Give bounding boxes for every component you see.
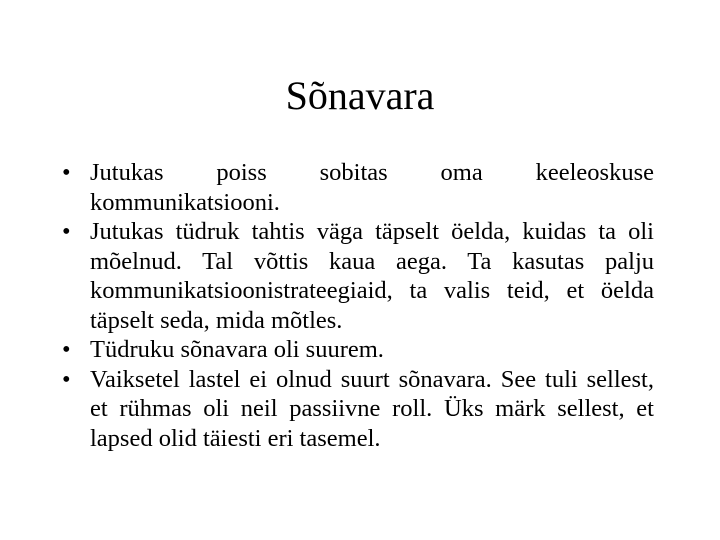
slide-title: Sõnavara bbox=[285, 73, 435, 118]
bullet-item: • Tüdruku sõnavara oli suurem. bbox=[62, 335, 654, 365]
bullet-item: • Jutukas tüdruk tahtis väga täpselt öelda, kuidas ta oli mõelnud. Tal võttis kaua aega. Ta kasutas palju kommunikatsioonistrateegiaid, ta valis teid, et öelda täpselt seda, mida mõtles. bbox=[62, 217, 654, 335]
bullet-item: • Jutukas poiss sobitas oma keeleoskuse kommunikatsiooni. bbox=[62, 158, 654, 217]
bullet-list bbox=[62, 158, 654, 453]
bullet-item: • Vaiksetel lastel ei olnud suurt sõnavara. See tuli sellest, et rühmas oli neil passiivne roll. Üks märk sellest, et lapsed olid täiesti eri tasemel. bbox=[62, 365, 654, 454]
